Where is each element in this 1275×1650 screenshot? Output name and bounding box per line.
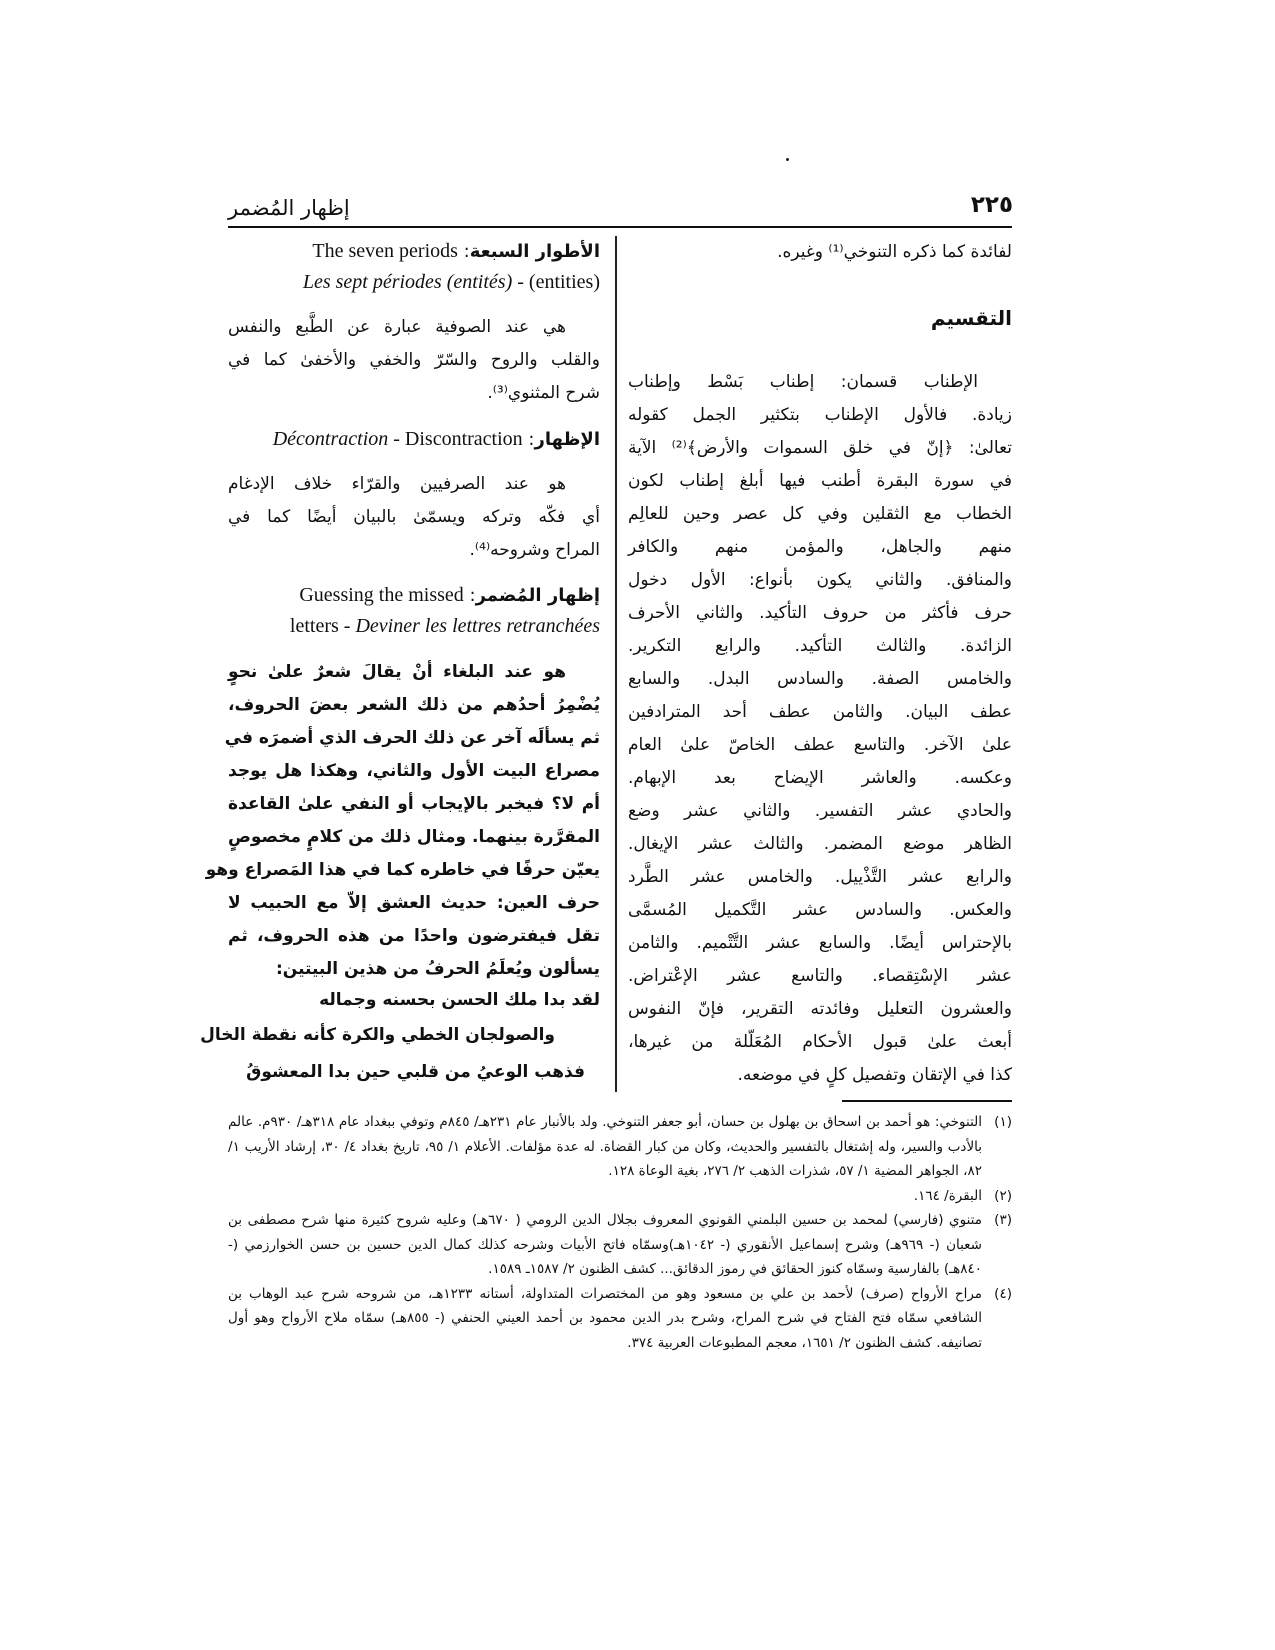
footnote-number: (٢) xyxy=(994,1187,1012,1204)
term-arabic: الأطوار السبعة xyxy=(469,241,600,262)
text-line: هي عند الصوفية عبارة عن الطَّبع والنفس xyxy=(228,317,566,337)
term-english-cont: letters - xyxy=(289,615,356,637)
term-french: Décontraction xyxy=(272,428,389,450)
term-english: The seven periods xyxy=(312,240,458,262)
term-english: Discontraction - xyxy=(388,428,523,450)
text-line: مصراع البيت الأول والثاني، وهكذا هل يوجد xyxy=(228,761,600,781)
header-rule xyxy=(228,226,1012,228)
text-line: والعكس. والسادس عشر التَّكميل المُسمَّى xyxy=(628,900,1012,920)
text-line: والمنافق. والثاني يكون بأنواع: الأول دخول xyxy=(628,570,1012,590)
entry-heading xyxy=(228,580,600,611)
text-line: والرابع عشر التَّذْييل. والخامس عشر الطَّرد xyxy=(628,867,1012,887)
colon: : xyxy=(457,241,470,262)
text-line: المقرَّرة بينهما. ومثال ذلك من كلامٍ مخصوصٍ xyxy=(228,827,600,847)
text-line: وعكسه. والعاشر الإيضاح بعد الإبهام. xyxy=(628,768,1012,788)
text-line: الظاهر موضع المضمر. والثالث عشر الإيغال. xyxy=(628,834,1012,854)
text-line: أبعث علىٰ قبول الأحكام المُعَلّلة من غيرها، xyxy=(628,1032,1012,1052)
text-line: منهم والجاهل، والمؤمن منهم والكافر xyxy=(628,537,1012,557)
colon: : xyxy=(463,585,476,606)
colon: : xyxy=(522,429,535,450)
text-line: في سورة البقرة أطنب فيها أبلغ إطناب لكون xyxy=(628,471,1012,491)
text-line: الإطناب قسمان: إطناب بَسْط وإطناب xyxy=(628,372,978,392)
right-paragraph xyxy=(628,366,1012,1092)
text-line: أي فكّه وتركه ويسمّىٰ بالبيان أيضًا كما في xyxy=(228,507,600,527)
text-line: عشر الإسْتِقصاء. والتاسع عشر الإعْتراض. xyxy=(628,966,1012,986)
entry-heading xyxy=(228,424,600,455)
running-title: إظهار المُضمر xyxy=(228,196,350,220)
footnote-text: التنوخي: هو أحمد بن اسحاق بن بهلول بن حسان، أبو جعفر التنوخي. ولد بالأنبار عام ٢٣١هـ/ ٨٤٥م وتوفي ببغداد عام ٣١٨هـ/ ٩٣٠م. عالم بالأدب والسير، وله إشتغال بالتفسير والحديث، وكان من كبار القضاة. له عدة مؤلفات. الأعلام ١/ ٩٥، تاريخ بغداد ٤/ ٣٠، إرشاد الأريب ١/ ٨٢، الجواهر المضية ١/ ٥٧، شذرات الذهب ٢/ ٢٧٦، بغية الوعاة ١٢٨. xyxy=(228,1114,983,1179)
term-english-cont: (entities) - xyxy=(512,271,600,293)
text-line: عطف البيان. والثامن عطف أحد المترادفين xyxy=(628,702,1012,722)
column-divider xyxy=(615,236,617,1092)
entry-heading-line2 xyxy=(228,267,600,298)
text-line: ثم يسألَه آخر عن ذلك الحرف الذي أضمرَه في xyxy=(224,728,600,748)
entry-heading xyxy=(228,236,600,267)
opening-line xyxy=(628,236,1012,269)
footnote-rule xyxy=(842,1100,1012,1102)
entry-seven-periods xyxy=(228,236,600,298)
text-line: يسألون ويُعلَمُ الحرفُ من هذين البيتين: xyxy=(276,959,600,979)
verse-line: فذهب الوعيُ من قلبي حين بدا المعشوقُ xyxy=(246,1062,585,1082)
term-french: Les sept périodes (entités) xyxy=(302,271,513,293)
text-line: تقل فيفترضون واحدًا من هذه الحروف، ثم xyxy=(228,926,600,946)
text-line: كذا في الإتقان وتفصيل كلٍ في موضعه. xyxy=(737,1065,1012,1085)
text-line: هو عند البلغاء أنْ يقالَ شعرٌ علىٰ نحوٍ xyxy=(228,662,566,682)
verse-line: والصولجان الخطي والكرة كأنه نقطة الخال xyxy=(200,1025,555,1045)
entry-izhar xyxy=(228,424,600,455)
text-line: حرف فأكثر من حروف التأكيد. والثاني الأحرف xyxy=(628,603,1012,623)
text-line: أم لا؟ فيخبر بالإيجاب أو النفي علىٰ القاعدة xyxy=(228,794,600,814)
footnote-number: (٣) xyxy=(994,1212,1012,1228)
entry-body xyxy=(205,656,600,986)
text-line: حرف العين: حديث العشق إلاّ مع الحبيب لا xyxy=(228,893,600,913)
entry-izhar-al-mudmar xyxy=(228,580,600,642)
text-line: بالإحتراس أيضًا. والسابع عشر التَّتْميم. والثامن xyxy=(628,933,1012,953)
text-line: تعالىٰ: ﴿إنّ في خلق السموات والأرض﴾⁽²⁾ الآية xyxy=(628,438,1013,458)
footnote-text: البقرة/ ١٦٤. xyxy=(913,1187,982,1204)
text-line: لفائدة كما ذكره التنوخي⁽¹⁾ وغيره. xyxy=(777,242,1012,262)
footnote-text: مراح الأرواح (صرف) لأحمد بن علي بن مسعود وهو من المختصرات المتداولة، أستانه ١٢٣٣هـ، من شروحه شرح عبد الوهاب بن الشافعي سمّاه فتح الفتاح في شرح المراح، وشرح بدر الدين محمود بن أحمد العيني الحنفي (- ٨٥٥هـ) سمّاه ملاح الأرواح وهو أول تصانيفه. كشف الظنون ٢/ ١٦٥١، معجم المطبوعات العربية ٣٧٤. xyxy=(228,1285,982,1351)
footnote xyxy=(228,1282,1012,1356)
term-english: Guessing the missed xyxy=(299,584,464,606)
footnote xyxy=(228,1184,1012,1209)
page-number: ٢٢٥ xyxy=(970,192,1013,218)
footnotes xyxy=(228,1110,1012,1355)
print-speck xyxy=(786,158,789,161)
text-line: زيادة. فالأول الإطناب بتكثير الجمل كقوله xyxy=(628,405,1012,425)
text-line: علىٰ الآخر. والتاسع عطف الخاصّ علىٰ العام xyxy=(628,735,1012,755)
footnote xyxy=(228,1208,1012,1282)
text-line: الزائدة. والثالث التأكيد. والرابع التكرير. xyxy=(628,636,1012,656)
text-line: والعشرون التعليل وفائدته التقرير، فإنّ النفوس xyxy=(628,999,1012,1019)
text-line: والقلب والروح والسّرّ والخفي والأخفىٰ كما في xyxy=(228,350,600,370)
entry-body xyxy=(228,468,600,567)
text-line: يُضْمِرُ أحدُهم من ذلك الشعر بعضَ الحروف، xyxy=(228,695,600,715)
section-heading: التقسيم xyxy=(930,306,1012,330)
text-line: هو عند الصرفيين والقرّاء خلاف الإدغام xyxy=(228,474,566,494)
entry-body xyxy=(228,311,600,410)
text-line: يعيّن حرفًا في خاطره كما في هذا المَصراع وهو xyxy=(205,860,600,880)
text-line: والحادي عشر التفسير. والثاني عشر وضع xyxy=(628,801,1012,821)
text-line: والخامس الصفة. والسادس البدل. والسابع xyxy=(628,669,1012,689)
footnote-number: (١) xyxy=(994,1114,1012,1130)
text-line: شرح المثنوي⁽³⁾. xyxy=(487,383,600,403)
term-arabic: الإظهار xyxy=(534,429,600,450)
text-line: المراح وشروحه⁽⁴⁾. xyxy=(469,540,600,560)
term-french: Deviner les lettres retranchées xyxy=(355,615,600,637)
verse-line: لقد بدا ملك الحسن بحسنه وجماله xyxy=(319,990,600,1010)
term-arabic: إظهار المُضمر xyxy=(475,585,600,606)
footnote-text: متنوي (فارسي) لمحمد بن حسين البلمني القونوي المعروف بجلال الدين الرومي ( ٦٧٠هـ) وعليه شروح كثيرة منها شرح مصطفى بن شعبان (- ٩٦٩هـ) وشرح إسماعيل الأنقوري (- ١٠٤٢هـ)وسمّاه فاتح الأبيات وشرحه كذلك كمال الدين حسين بن حسن الخوارزمي (- ٨٤٠هـ) بالفارسية وسمّاه كنوز الحقائق في رموز الدقائق... كشف الظنون ٢/ ١٥٨٧ـ ١٥٨٩. xyxy=(228,1212,982,1277)
text-line: الخطاب مع الثقلين وفي كل عصر وحين للعالِم xyxy=(628,504,1012,524)
footnote xyxy=(228,1110,1012,1184)
footnote-number: (٤) xyxy=(994,1285,1012,1302)
entry-heading-line2 xyxy=(228,611,600,642)
